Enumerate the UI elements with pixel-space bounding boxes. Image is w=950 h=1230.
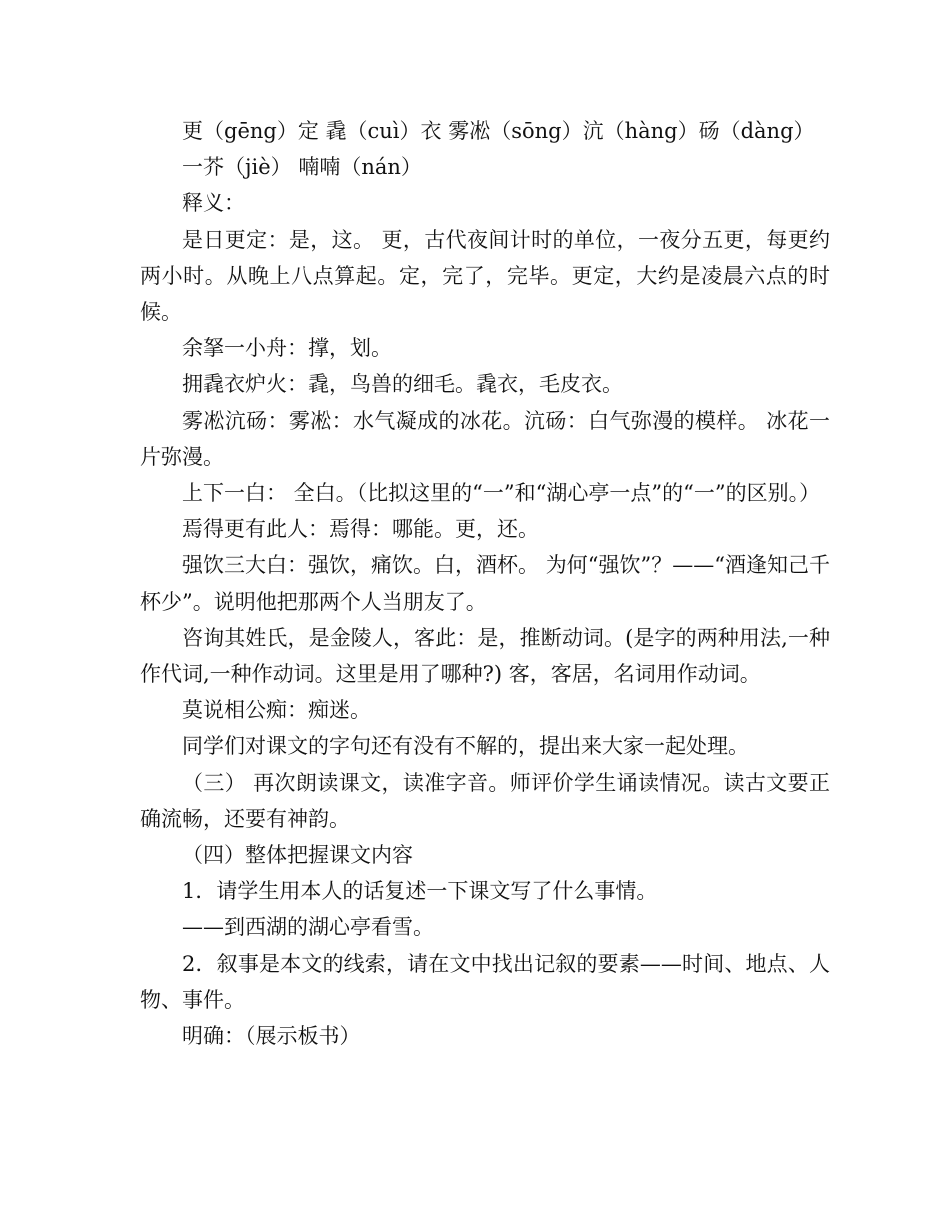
gloss-shang-xia-yi-bai: 上下一白： 全白。（比拟这里的“一”和“湖心亭一点”的“一”的区别。） bbox=[182, 481, 821, 506]
task-1-answer: ——到西湖的湖心亭看雪。 bbox=[182, 915, 434, 940]
gloss-wu-song: 雾凇沆砀：雾凇：水气凝成的冰花。沆砀：白气弥漫的模样。 冰花一片弥漫。 bbox=[140, 408, 830, 469]
pronunciation-line-1: 更（gēng）定 毳（cuì）衣 雾凇（sōng）沆（hàng）砀（dàng） bbox=[182, 119, 815, 143]
pronunciation-line-2: 一芥（jiè） 喃喃（nán） bbox=[182, 155, 422, 180]
task-2: 2．叙事是本文的线索，请在文中找出记叙的要素——时间、地点、人物、事件。 bbox=[140, 951, 830, 1012]
glossary-heading: 释义： bbox=[182, 191, 245, 216]
section-four-heading: （四）整体把握课文内容 bbox=[182, 843, 413, 868]
gloss-na: 余拏一小舟：撑，划。 bbox=[182, 336, 392, 361]
gloss-yan-de: 焉得更有此人：焉得：哪能。更，还。 bbox=[182, 517, 539, 542]
section-three: （三） 再次朗读课文，读准字音。师评价学生诵读情况。读古文要正确流畅，还要有神韵。 bbox=[140, 770, 830, 831]
task-1: 1．请学生用本人的话复述一下课文写了什么事情。 bbox=[182, 879, 658, 904]
gloss-shi-jin-ling: 咨询其姓氏，是金陵人，客此：是，推断动词。(是字的两种用法,一种作代词,一种作动词。这里是用了哪种?) 客，客居，名词用作动词。 bbox=[140, 625, 830, 687]
document-body bbox=[140, 113, 830, 1054]
gloss-qiang-yin: 强饮三大白：强饮，痛饮。白，酒杯。 为何“强饮”？——“酒逢知己千杯少”。说明他把那两个人当朋友了。 bbox=[140, 553, 830, 614]
gloss-cui-yi: 拥毳衣炉火：毳，鸟兽的细毛。毳衣，毛皮衣。 bbox=[182, 372, 623, 397]
gloss-geng-ding: 是日更定：是，这。 更，古代夜间计时的单位，一夜分五更，每更约两小时。从晚上八点算起。定，完了，完毕。更定，大约是凌晨六点的时候。 bbox=[140, 227, 830, 325]
clarify-line: 明确：（展示板书） bbox=[182, 1024, 361, 1049]
gloss-chi: 莫说相公痴：痴迷。 bbox=[182, 698, 371, 723]
question-prompt: 同学们对课文的字句还有没有不解的，提出来大家一起处理。 bbox=[182, 734, 749, 759]
